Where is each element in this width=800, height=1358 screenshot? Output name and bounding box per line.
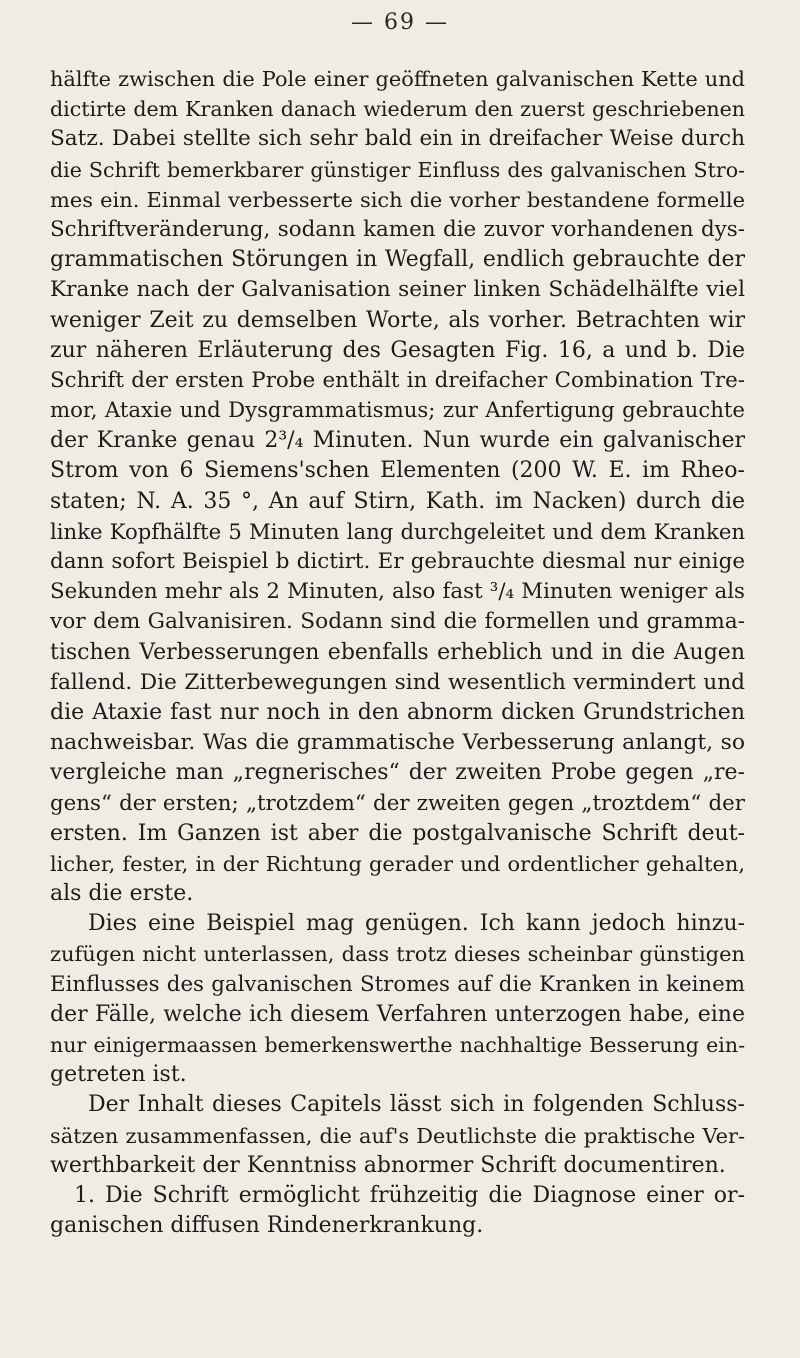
text-line: ersten. Im Ganzen ist aber die postgalvanische Schrift deut-	[50, 820, 745, 846]
text-line: mes ein. Einmal verbesserte sich die vorher bestandene formelle	[50, 187, 745, 212]
text-line: grammatischen Störungen in Wegfall, endlich gebrauchte der	[50, 247, 745, 273]
text-line: gens“ der ersten; „trotzdem“ der zweiten gegen „troztdem“ der	[50, 790, 745, 816]
text-line: vor dem Galvanisiren. Sodann sind die formellen und gramma-	[50, 609, 745, 635]
text-line: staten; N. A. 35 °, An auf Stirn, Kath. im Nacken) durch die	[50, 488, 745, 514]
text-line: licher, fester, in der Richtung gerader und ordentlicher gehalten,	[50, 851, 745, 876]
text-line: weniger Zeit zu demselben Worte, als vorher. Betrachten wir	[50, 307, 745, 333]
text-line: mor, Ataxie und Dysgrammatismus; zur Anfertigung gebrauchte	[50, 398, 745, 424]
text-line: dann sofort Beispiel b dictirt. Er gebrauchte diesmal nur einige	[50, 549, 745, 574]
text-line: vergleiche man „regnerisches“ der zweiten Probe gegen „re-	[50, 760, 745, 786]
text-line: nachweisbar. Was die grammatische Verbesserung anlangt, so	[50, 730, 745, 756]
text-line: die Ataxie fast nur noch in den abnorm dicken Grundstrichen	[50, 699, 745, 725]
text-line: tischen Verbesserungen ebenfalls erheblich und in die Augen	[50, 639, 745, 665]
text-line: zufügen nicht unterlassen, dass trotz dieses scheinbar günstigen	[50, 942, 745, 967]
text-line: ganischen diffusen Rindenerkrankung.	[50, 1213, 484, 1239]
text-line: Schrift der ersten Probe enthält in dreifacher Combination Tre-	[50, 367, 745, 393]
text-line: Der Inhalt dieses Capitels lässt sich in folgenden Schluss-	[88, 1092, 745, 1118]
page-number: — 69 —	[351, 10, 449, 35]
text-line: 1. Die Schrift ermöglicht frühzeitig die Diagnose einer or-	[74, 1182, 745, 1208]
text-line: Dies eine Beispiel mag genügen. Ich kann jedoch hinzu-	[88, 911, 745, 937]
text-line: Satz. Dabei stellte sich sehr bald ein in dreifacher Weise durch	[50, 126, 745, 152]
text-line: werthbarkeit der Kenntniss abnormer Schrift documentiren.	[50, 1152, 726, 1178]
text-line: fallend. Die Zitterbewegungen sind wesentlich vermindert und	[50, 669, 745, 695]
text-line: sätzen zusammenfassen, die auf's Deutlichste die praktische Ver-	[50, 1123, 745, 1148]
text-line: hälfte zwischen die Pole einer geöffneten galvanischen Kette und	[50, 67, 745, 91]
body-text	[50, 64, 745, 1241]
text-line: linke Kopfhälfte 5 Minuten lang durchgeleitet und dem Kranken	[50, 518, 745, 544]
text-line: der Kranke genau 2³/₄ Minuten. Nun wurde ein galvanischer	[50, 428, 745, 454]
text-line: die Schrift bemerkbarer günstiger Einfluss des galvanischen Stro-	[50, 157, 745, 182]
text-line: zur näheren Erläuterung des Gesagten Fig. 16, a und b. Die	[50, 337, 745, 363]
text-line: Schriftveränderung, sodann kamen die zuvor vorhandenen dys-	[50, 216, 745, 242]
text-line: der Fälle, welche ich diesem Verfahren unterzogen habe, eine	[50, 1001, 745, 1027]
text-line: getreten ist.	[50, 1062, 187, 1088]
text-line: nur einigermaassen bemerkenswerthe nachhaltige Besserung ein-	[50, 1033, 745, 1057]
text-line: dictirte dem Kranken danach wiederum den zuerst geschriebenen	[50, 97, 745, 122]
text-line: Kranke nach der Galvanisation seiner linken Schädelhälfte viel	[50, 277, 745, 303]
text-line: als die erste.	[50, 881, 194, 907]
text-line: Strom von 6 Siemens'schen Elementen (200 W. E. im Rheo-	[50, 458, 745, 484]
text-line: Einflusses des galvanischen Stromes auf die Kranken in keinem	[50, 971, 745, 997]
text-line: Sekunden mehr als 2 Minuten, also fast ³/₄ Minuten weniger als	[50, 579, 745, 605]
